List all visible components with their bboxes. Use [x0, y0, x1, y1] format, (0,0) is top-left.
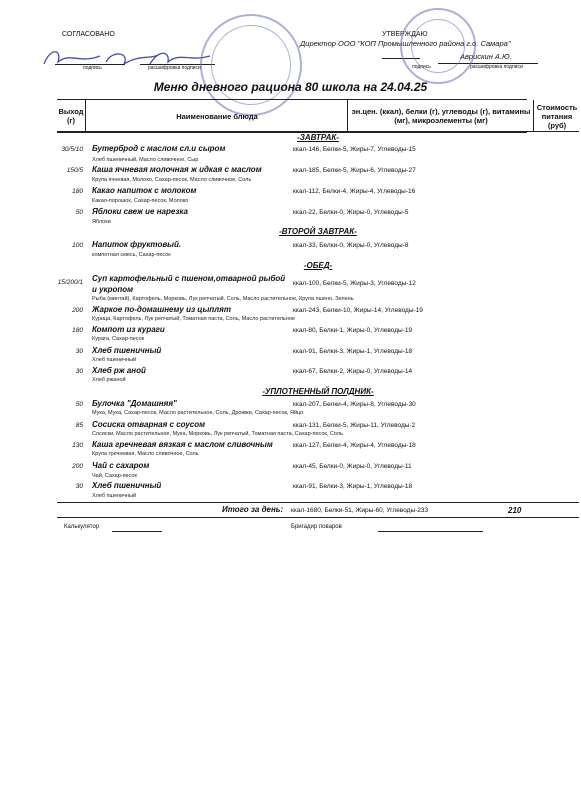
item-dish: Булочка "Домашняя" [92, 399, 177, 408]
item-dish: Хлеб пшеничный [92, 346, 162, 355]
item-nutrition: ккал-80, Белки-1, Жиры-0, Углеводы-19 [293, 327, 413, 334]
item-dish: Каша гречневая вязкая с маслом сливочным [92, 440, 273, 449]
signature-caption-right: подпись [412, 64, 431, 70]
item-yield: 30 [75, 368, 83, 375]
item-dish: Суп картофельный с пшеном,отварной рыбой и укропом [92, 274, 286, 294]
item-nutrition: ккал-243, Белки-10, Жиры-14, Углеводы-19 [293, 307, 423, 314]
item-nutrition: ккал-45, Белки-0, Жиры-0, Углеводы-11 [293, 463, 412, 470]
item-composition: Крупа гречневая, Масло сливочное, Соль [92, 451, 199, 457]
item-yield: 30 [75, 483, 83, 490]
item-composition: Хлеб пшеничный, Масло сливочное, Сыр [92, 157, 199, 163]
item-nutrition: ккал-112, Белки-4, Жиры-4, Углеводы-16 [293, 188, 416, 195]
item-nutrition: ккал-100, Белки-5, Жиры-3, Углеводы-12 [293, 280, 416, 287]
transcript-caption-left: расшифровка подписи [148, 65, 201, 71]
item-yield: 30 [75, 348, 83, 355]
item-yield: 130 [72, 442, 83, 449]
item-composition: Чай, Сахар-песок [92, 473, 137, 479]
item-composition: Крупа ячневая, Молоко, Сахар-песок, Масло сливочное, Соль [92, 177, 252, 183]
item-yield: 100 [72, 242, 83, 249]
item-yield: 50 [75, 209, 83, 216]
section-snack: -УПЛОТНЕННЫЙ ПОЛДНИК- [262, 387, 374, 396]
item-nutrition: ккал-207, Белки-4, Жиры-8, Углеводы-30 [293, 401, 416, 408]
item-dish: Яблоки свеж ие нарезка [92, 207, 188, 216]
section-second-breakfast: -ВТОРОЙ ЗАВТРАК- [279, 227, 357, 236]
director-name: Аврискин А.Ю. [460, 52, 512, 61]
item-yield: 30/5/10 [61, 146, 83, 153]
total-cost: 210 [508, 506, 522, 515]
item-nutrition: ккал-22, Белки-0, Жиры-0, Углеводы-5 [293, 209, 409, 216]
item-composition: Курица, Картофель, Лук репчатый, Томатная паста, Соль, Масло растительное [92, 316, 295, 322]
item-nutrition: ккал-33, Белки-0, Жиры-0, Углеводы-8 [293, 242, 409, 249]
item-nutrition: ккал-67, Белки-2, Жиры-0, Углеводы-14 [293, 368, 413, 375]
item-dish: Какао напиток с молоком [92, 186, 197, 195]
item-nutrition: ккал-185, Белки-5, Жиры-6, Углеводы-27 [293, 167, 416, 174]
section-breakfast: -ЗАВТРАК- [297, 133, 339, 142]
item-composition: Мука, Мука, Сахар-песок, Масло растительное, Соль, Дрожжи, Сахар-песок, Яйцо [92, 410, 304, 416]
item-dish: Компот из кураги [92, 325, 165, 334]
header-cost: Стоимость питания (руб) [533, 100, 580, 132]
header-yield: Выход (г) [58, 107, 84, 125]
director-title: Директор ООО "КОП Промышленного района г.о. Самара" [300, 39, 511, 48]
item-nutrition: ккал-91, Белки-3, Жиры-1, Углеводы-18 [293, 348, 413, 355]
item-dish: Чай с сахаром [92, 461, 150, 470]
item-dish: Бутерброд с маслом сл.и сыром [92, 144, 226, 153]
page-title: Меню дневного рациона 80 школа на 24.04.25 [153, 80, 428, 94]
transcript-caption-right: расшифровка подписи [470, 64, 523, 70]
calculator-label: Калькулятор [64, 524, 100, 530]
header-nutrition: эн.цен. (ккал), белки (г), углеводы (г), витамины (мг), микроэлементы (мг) [347, 100, 534, 132]
item-nutrition: ккал-146, Белки-5, Жиры-7, Углеводы-15 [293, 146, 416, 153]
item-yield: 200 [72, 463, 83, 470]
item-yield: 180 [72, 188, 83, 195]
section-lunch: -ОБЕД- [303, 261, 333, 270]
item-composition: Рыба (минтай), Картофель, Морковь, Лук репчатый, Соль, Масло растительное, Крупа пшено, Зелень [92, 296, 354, 302]
item-dish: Жаркое по-домашнему из цыплят [92, 305, 231, 314]
item-yield: 180 [72, 327, 83, 334]
item-composition: Курага, Сахар-песок [92, 336, 145, 342]
header-dish: Наименование блюда [85, 100, 348, 132]
item-composition: Сосиски, Масло растительное, Мука, Морковь, Лук репчатый, Томатная паста, Сахар-песок, Соль [92, 431, 343, 437]
item-dish: Каша ячневая молочная ж идкая с маслом [92, 165, 262, 174]
item-yield: 15/200/1 [57, 279, 83, 286]
seal-stamp-right [400, 8, 476, 84]
total-label: Итого за день: [222, 505, 284, 514]
item-composition: компотная смесь, Сахар-песок [92, 252, 171, 258]
approved-label: СОГЛАСОВАНО [62, 31, 115, 38]
signature-caption-left: подпись [83, 65, 102, 71]
item-yield: 50 [75, 401, 83, 408]
item-dish: Сосиска отварная с соусом [92, 420, 206, 429]
item-dish: Хлеб пшеничный [92, 481, 162, 490]
item-composition: Хлеб пшеничный [92, 493, 137, 499]
table-header [57, 99, 578, 133]
item-composition: Хлеб пшеничный [92, 357, 137, 363]
item-composition: Хлеб ржаной [92, 377, 126, 383]
item-nutrition: ккал-91, Белки-3, Жиры-1, Углеводы-18 [293, 483, 413, 490]
brigadier-label: Бригадир поваров [291, 524, 342, 530]
item-composition: Какао-порошок, Сахар-песок, Молоко [92, 198, 189, 204]
item-yield: 150/5 [66, 167, 83, 174]
item-yield: 200 [72, 307, 83, 314]
item-composition: Яблоки [92, 219, 111, 225]
item-yield: 85 [75, 422, 83, 429]
item-dish: Хлеб рж аной [92, 366, 146, 375]
item-nutrition: ккал-127, Белки-4, Жиры-4, Углеводы-18 [293, 442, 416, 449]
item-nutrition: ккал-131, Белки-5, Жиры-11, Углеводы-2 [293, 422, 416, 429]
approve-label: УТВЕРЖДАЮ [382, 31, 428, 38]
total-nutrition: ккал-1680, Белки-51, Жиры-60, Углеводы-233 [291, 507, 429, 514]
item-dish: Напиток фруктовый. [92, 240, 182, 249]
